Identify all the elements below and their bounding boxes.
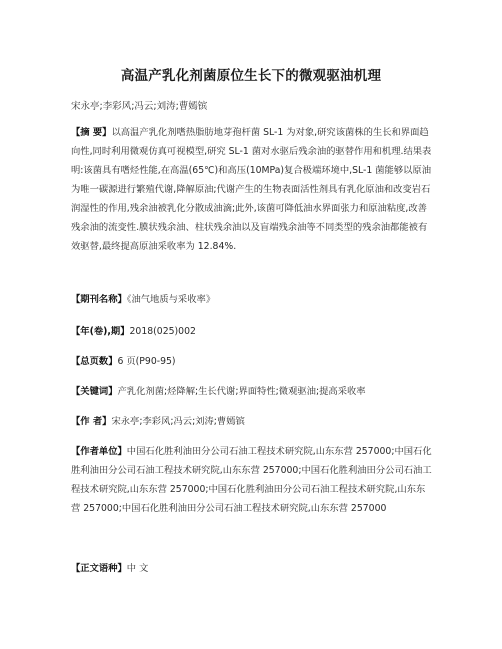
abstract-section — [71, 123, 433, 256]
author-value: 宋永亭;李彩风;冯云;刘涛;曹嫣镔 — [111, 416, 245, 427]
author-label: 【作 者】 — [71, 416, 112, 427]
author-list: 宋永亭;李彩风;冯云;刘涛;曹嫣镔 — [71, 101, 208, 112]
keywords-label: 【关键词】 — [71, 386, 118, 397]
year-issue-value: 2018(025)002 — [129, 326, 196, 337]
paper-title: 高温产乳化剂菌原位生长下的微观驱油机理 — [120, 68, 382, 84]
affiliation-label: 【作者单位】 — [71, 446, 127, 457]
pages-label: 【总页数】 — [71, 356, 118, 367]
year-issue-section — [71, 322, 433, 341]
journal-label: 【期刊名称】 — [71, 294, 127, 305]
year-issue-label: 【年(卷),期】 — [71, 326, 130, 337]
pages-value: 6 页(P90-95) — [117, 356, 176, 367]
journal-value: 《油气地质与采收率》 — [126, 294, 216, 305]
language-section — [71, 559, 433, 578]
keywords-value: 产乳化剂菌;烃降解;生长代谢;界面特性;微观驱油;提高采收率 — [117, 386, 366, 397]
keywords-section — [71, 382, 433, 401]
abstract-text: 以高温产乳化剂嗜热脂肪地芽孢杆菌 SL-1 为对象,研究该菌株的生长和界面趋向性,同时利用微观仿真可视模型,研究 SL-1 菌对水驱后残余油的驱替作用和机理.结果表明:该菌具有嗜烃性能,在高温(65℃)和高压(10MPa)复合极端环境中,SL-1 菌能够以原油为唯一碳源进行繁殖代谢,降解原油;代谢产生的生物表面活性剂具有乳化原油和改变岩石润湿性的作用,残余油被乳化分散成油滴;此外,该菌可降低油水界面张力和原油粘度,改善残余油的流变性.膜状残余油、柱状残余油以及盲端残余油等不同类型的残余油都能被有效驱替,最终提高原油采收率为 12.84%. — [71, 127, 432, 252]
affiliation-value: 中国石化胜利油田分公司石油工程技术研究院,山东东营 257000;中国石化胜利油田分公司石油工程技术研究院,山东东营 257000;中国石化胜利油田分公司石油工程技术研究院,山东东营 257000;中国石化胜利油田分公司石油工程技术研究院,山东东营 257000;中国石化胜利油田分公司石油工程技术研究院,山东东营 257000 — [71, 446, 432, 514]
language-value: 中 文 — [126, 563, 149, 574]
journal-section — [71, 290, 433, 309]
abstract-label: 【摘 要】 — [71, 127, 112, 138]
language-label: 【正文语种】 — [71, 563, 127, 574]
pages-section — [71, 352, 433, 371]
author-section — [71, 412, 433, 431]
affiliation-section — [71, 442, 433, 518]
